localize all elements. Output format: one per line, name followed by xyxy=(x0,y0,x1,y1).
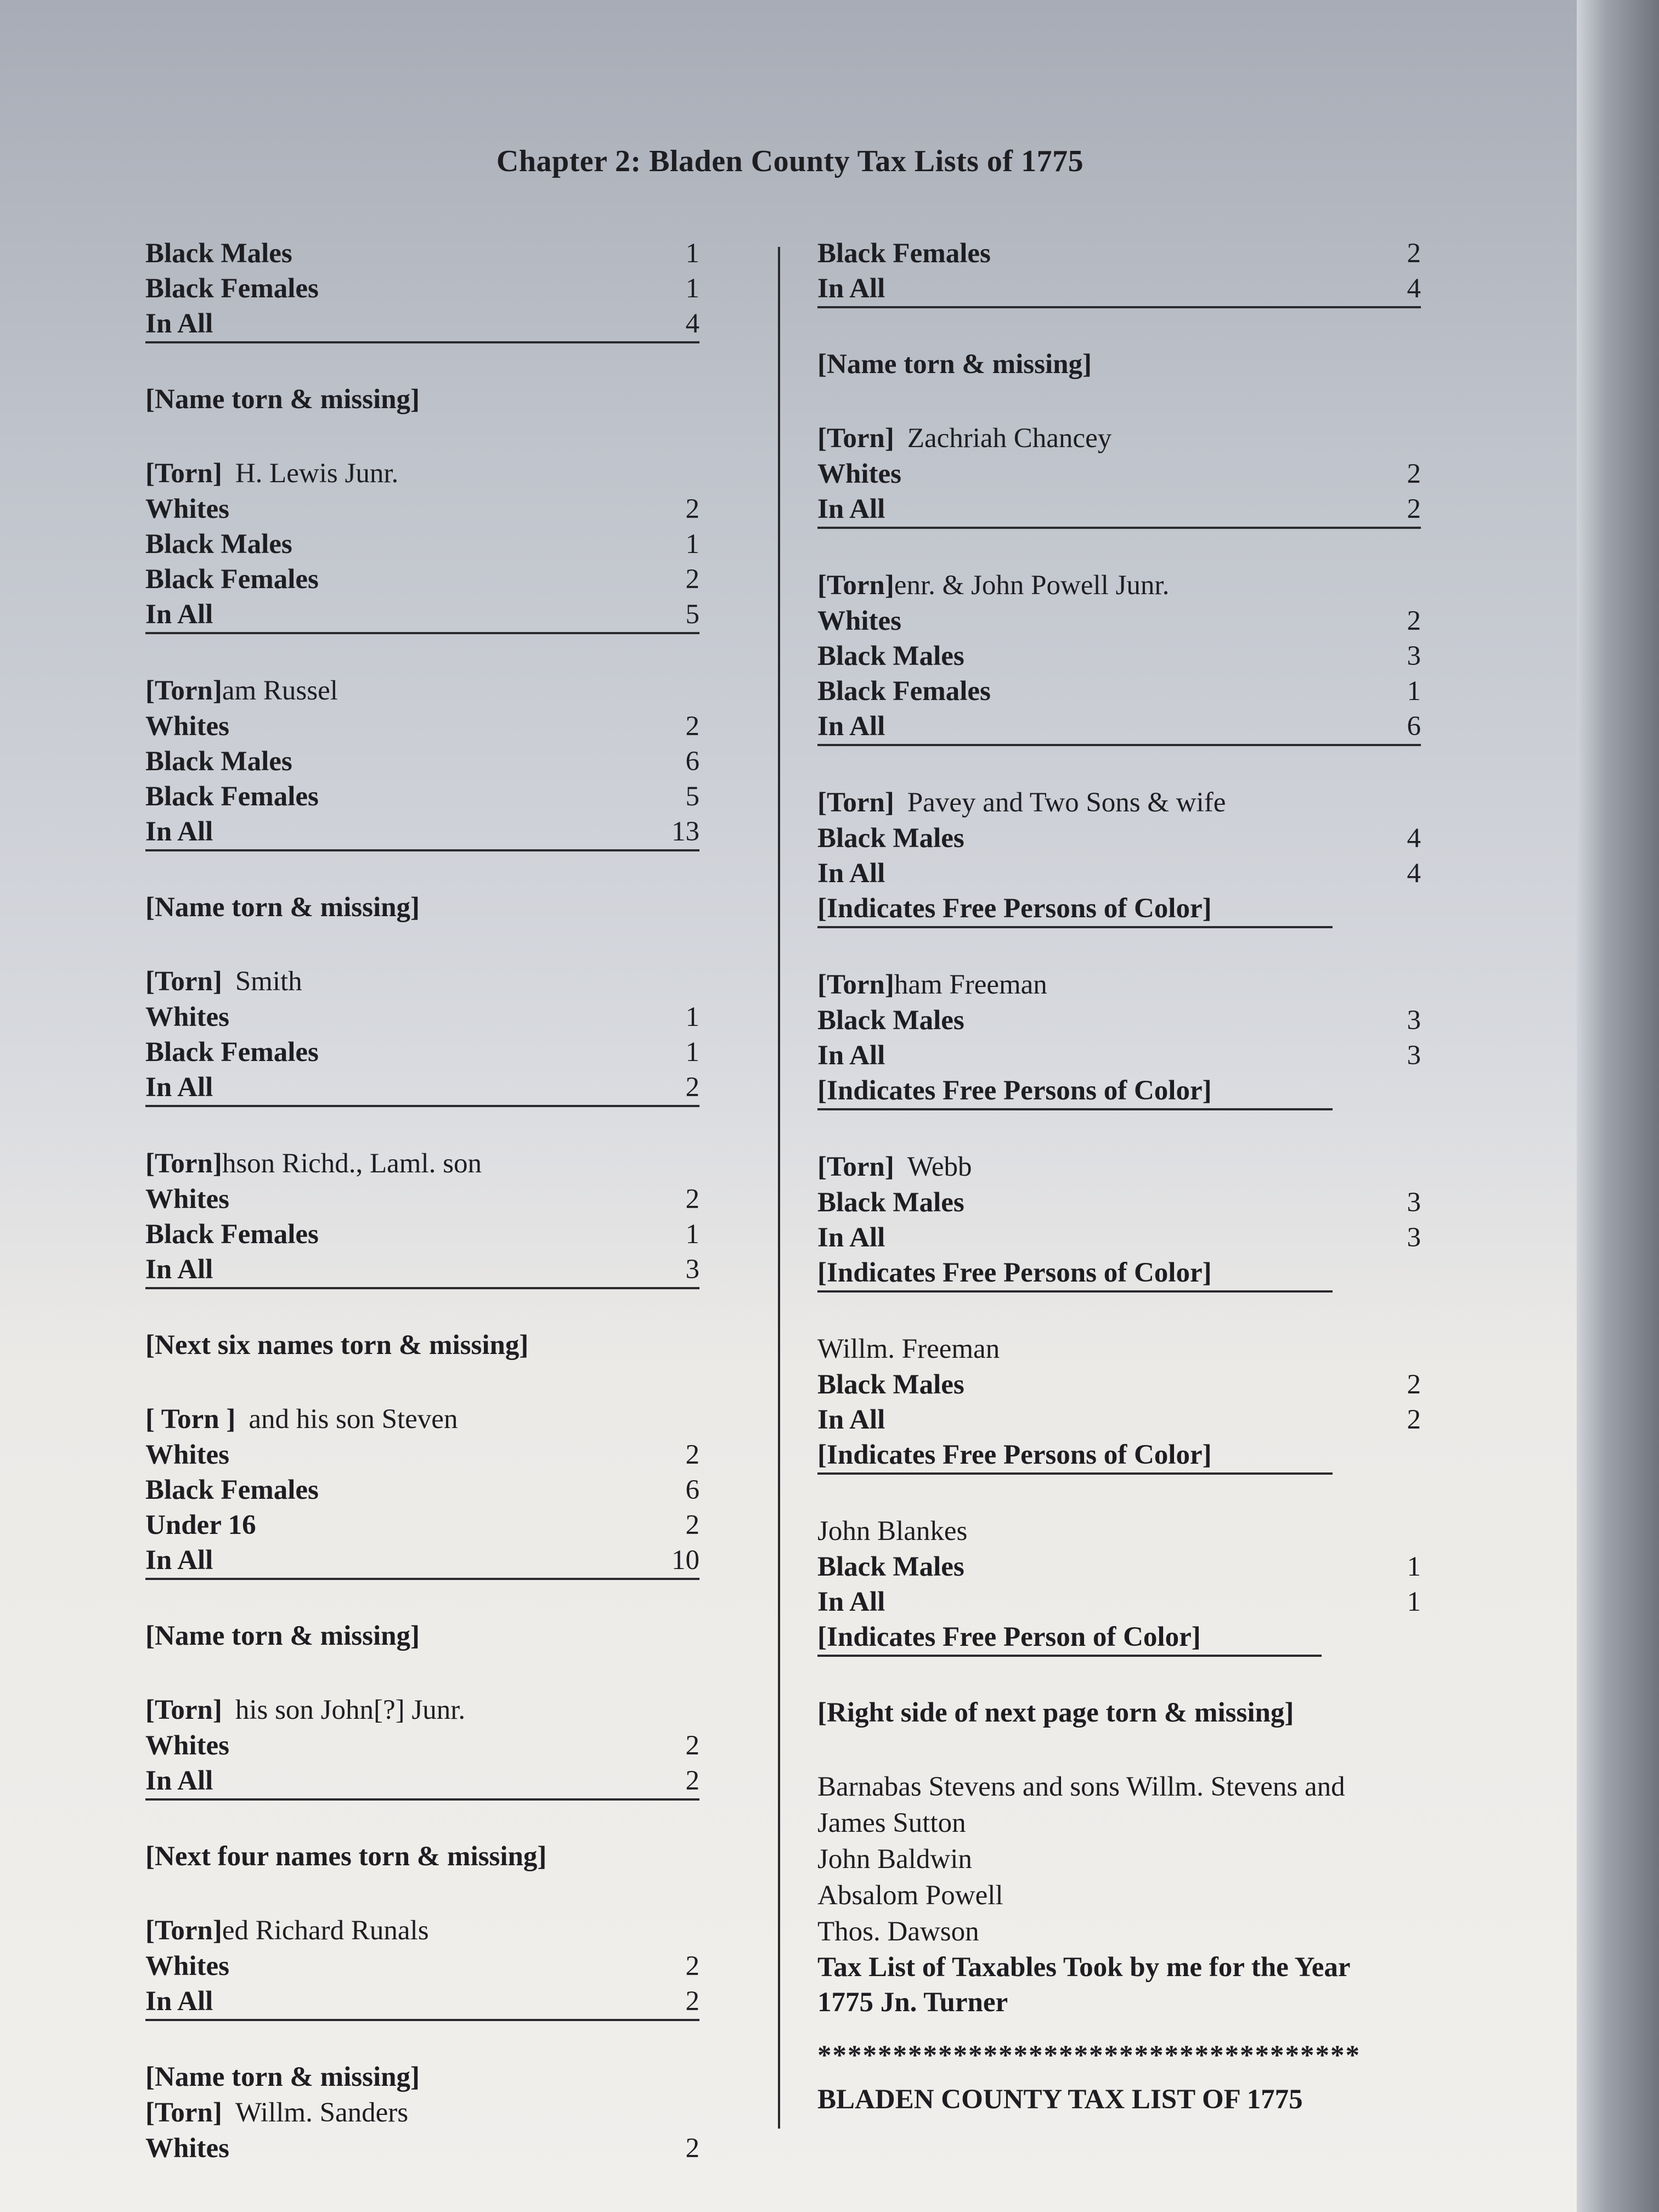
total-row xyxy=(145,1252,699,1289)
entry-name: [Torn] Webb xyxy=(817,1152,972,1182)
row-value: 10 xyxy=(672,1545,699,1576)
free-persons-note: [Indicates Free Persons of Color] xyxy=(817,891,1333,928)
row-value: 3 xyxy=(1407,1222,1421,1253)
tax-row xyxy=(145,271,699,306)
entry-block xyxy=(817,420,1421,529)
entry-name: [Torn]hson Richd., Laml. son xyxy=(145,1148,482,1179)
row-label: Black Males xyxy=(145,529,292,560)
entry-block xyxy=(817,1331,1421,1475)
row-label: Black Males xyxy=(817,1187,964,1218)
row-value: 6 xyxy=(685,746,699,777)
row-value: 2 xyxy=(685,1986,699,2017)
row-label: In All xyxy=(817,1404,885,1435)
left-column xyxy=(145,236,699,2166)
row-label: Black Females xyxy=(145,273,319,304)
row-label: In All xyxy=(817,273,885,304)
row-label: Whites xyxy=(817,459,901,489)
entry-block xyxy=(145,963,699,1107)
row-label: Whites xyxy=(145,1002,229,1032)
tax-row xyxy=(145,1472,699,1508)
tax-row xyxy=(817,674,1421,709)
section-heading: [Right side of next page torn & missing] xyxy=(817,1697,1294,1728)
row-value: 4 xyxy=(685,308,699,339)
row-label: Black Females xyxy=(145,1219,319,1250)
tax-row xyxy=(145,1182,699,1217)
row-value: 2 xyxy=(685,1184,699,1215)
row-value: 2 xyxy=(685,711,699,742)
row-value: 4 xyxy=(1407,823,1421,854)
section-heading: [Next four names torn & missing] xyxy=(145,1841,547,1872)
row-label: Black Females xyxy=(145,1475,319,1505)
tax-row xyxy=(817,1549,1421,1584)
row-value: 2 xyxy=(1407,238,1421,269)
row-value: 2 xyxy=(685,1765,699,1796)
total-row xyxy=(145,1543,699,1580)
row-value: 1 xyxy=(685,273,699,304)
free-persons-note: [Indicates Free Persons of Color] xyxy=(817,1073,1333,1110)
row-label: In All xyxy=(817,494,885,524)
section-heading: [Next six names torn & missing] xyxy=(145,1330,529,1361)
row-value: 2 xyxy=(1407,494,1421,524)
entry-block xyxy=(145,2095,699,2166)
row-value: 3 xyxy=(1407,1187,1421,1218)
tax-row xyxy=(817,603,1421,639)
row-value: 4 xyxy=(1407,858,1421,889)
running-footer-title: BLADEN COUNTY TAX LIST OF 1775 xyxy=(817,2084,1303,2115)
row-label: In All xyxy=(817,1222,885,1253)
tax-row xyxy=(817,1220,1421,1255)
row-value: 5 xyxy=(685,781,699,812)
total-row xyxy=(145,1984,699,2021)
total-row xyxy=(817,492,1421,529)
tax-row xyxy=(817,456,1421,492)
tax-row xyxy=(145,709,699,744)
total-row xyxy=(145,597,699,634)
row-label: In All xyxy=(817,1587,885,1617)
separator-stars: ************************************ xyxy=(817,2040,1361,2071)
free-persons-note: [Indicates Free Persons of Color] xyxy=(817,1437,1333,1475)
name-line: James Sutton xyxy=(817,1808,966,1838)
entry-block xyxy=(145,455,699,634)
tax-list-caption-year: 1775 Jn. Turner xyxy=(817,1987,1008,2018)
row-label: In All xyxy=(145,1545,213,1576)
row-label: Whites xyxy=(145,1184,229,1215)
name-line: Barnabas Stevens and sons Willm. Stevens and xyxy=(817,1771,1345,1802)
row-value: 3 xyxy=(1407,1040,1421,1071)
entry-name: [Torn] his son John[?] Junr. xyxy=(145,1695,466,1725)
row-label: Black Females xyxy=(145,564,319,595)
entry-name: [Torn] Willm. Sanders xyxy=(145,2097,409,2128)
row-value: 2 xyxy=(1407,1369,1421,1400)
tax-row xyxy=(817,1185,1421,1220)
row-label: Black Males xyxy=(145,238,292,269)
total-row xyxy=(145,306,699,343)
entry-block xyxy=(145,673,699,851)
tax-row xyxy=(145,779,699,814)
entry-name: John Blankes xyxy=(817,1516,968,1547)
entry-name: [Torn]ham Freeman xyxy=(817,969,1047,1000)
section-heading: [Name torn & missing] xyxy=(145,1621,420,1651)
row-label: In All xyxy=(145,816,213,847)
name-line: Absalom Powell xyxy=(817,1880,1003,1911)
row-value: 2 xyxy=(685,1730,699,1761)
row-label: Black Females xyxy=(817,676,991,707)
tax-row xyxy=(145,1949,699,1984)
row-label: In All xyxy=(145,1254,213,1285)
row-label: Black Males xyxy=(817,641,964,672)
row-label: Under 16 xyxy=(145,1510,256,1541)
entry-name: [Torn] Pavey and Two Sons & wife xyxy=(817,787,1226,818)
total-row xyxy=(145,1070,699,1107)
row-label: In All xyxy=(145,1986,213,2017)
entry-block xyxy=(817,785,1421,928)
row-label: Whites xyxy=(817,606,901,636)
free-persons-note: [Indicates Free Persons of Color] xyxy=(817,1255,1333,1293)
entry-name: [Torn]ed Richard Runals xyxy=(145,1915,429,1946)
name-line: John Baldwin xyxy=(817,1844,972,1875)
tax-row xyxy=(817,1584,1421,1620)
row-label: Black Females xyxy=(817,238,991,269)
row-value: 5 xyxy=(685,599,699,630)
entry-block xyxy=(817,967,1421,1110)
row-label: Whites xyxy=(145,1440,229,1470)
entry-name: [Torn] Smith xyxy=(145,966,302,997)
tax-row xyxy=(145,1508,699,1543)
entry-block xyxy=(145,1912,699,2021)
name-line: Thos. Dawson xyxy=(817,1916,979,1947)
row-label: In All xyxy=(145,599,213,630)
entry-block xyxy=(817,236,1421,308)
row-label: In All xyxy=(145,1072,213,1103)
row-label: In All xyxy=(145,1765,213,1796)
entry-block xyxy=(145,236,699,343)
section-heading: [Name torn & missing] xyxy=(145,2062,420,2092)
section-heading: [Name torn & missing] xyxy=(145,384,420,415)
right-column xyxy=(817,236,1421,2119)
row-value: 3 xyxy=(685,1254,699,1285)
row-value: 1 xyxy=(685,1219,699,1250)
row-label: Black Females xyxy=(145,1037,319,1068)
row-label: Whites xyxy=(145,711,229,742)
book-page-edge xyxy=(1577,0,1659,2212)
row-value: 4 xyxy=(1407,273,1421,304)
tax-row xyxy=(145,562,699,597)
row-value: 6 xyxy=(685,1475,699,1505)
row-label: In All xyxy=(817,858,885,889)
tax-row xyxy=(817,856,1421,891)
row-label: Black Males xyxy=(145,746,292,777)
tax-row xyxy=(145,527,699,562)
entry-block xyxy=(145,1146,699,1289)
tax-row xyxy=(145,236,699,271)
row-label: Black Males xyxy=(817,1369,964,1400)
row-value: 2 xyxy=(1407,606,1421,636)
entry-block xyxy=(817,1149,1421,1293)
tax-row xyxy=(145,1000,699,1035)
entry-block xyxy=(817,567,1421,746)
entry-name: [Torn]am Russel xyxy=(145,675,338,706)
tax-row xyxy=(817,1402,1421,1437)
tax-row xyxy=(817,236,1421,271)
row-value: 2 xyxy=(685,564,699,595)
entry-name: [ Torn ] and his son Steven xyxy=(145,1404,458,1435)
entry-name: [Torn] H. Lewis Junr. xyxy=(145,458,399,489)
section-heading: [Name torn & missing] xyxy=(817,349,1092,380)
row-value: 2 xyxy=(1407,1404,1421,1435)
row-value: 3 xyxy=(1407,1005,1421,1036)
tax-row xyxy=(817,821,1421,856)
tax-row xyxy=(817,1038,1421,1073)
free-person-note: [Indicates Free Person of Color] xyxy=(817,1620,1322,1657)
row-label: In All xyxy=(817,1040,885,1071)
row-value: 1 xyxy=(685,238,699,269)
total-row xyxy=(817,709,1421,746)
row-value: 1 xyxy=(685,1002,699,1032)
row-value: 1 xyxy=(1407,1587,1421,1617)
column-divider xyxy=(778,247,780,2129)
page-title: Chapter 2: Bladen County Tax Lists of 1775 xyxy=(496,144,1084,178)
row-label: Whites xyxy=(145,1951,229,1982)
row-value: 13 xyxy=(672,816,699,847)
section-heading: [Name torn & missing] xyxy=(145,892,420,923)
tax-row xyxy=(145,1217,699,1252)
tax-row xyxy=(145,492,699,527)
name-list xyxy=(817,1769,1421,2020)
row-value: 1 xyxy=(685,1037,699,1068)
row-label: In All xyxy=(817,711,885,742)
row-label: Black Females xyxy=(145,781,319,812)
row-label: Black Males xyxy=(817,1005,964,1036)
tax-row xyxy=(817,1003,1421,1038)
tax-row xyxy=(145,2131,699,2166)
row-value: 3 xyxy=(1407,641,1421,672)
entry-block xyxy=(145,1401,699,1580)
entry-block xyxy=(145,1692,699,1801)
total-row xyxy=(145,814,699,851)
entry-name: [Torn] Zachriah Chancey xyxy=(817,423,1112,454)
tax-row xyxy=(145,1035,699,1070)
row-value: 2 xyxy=(685,494,699,524)
row-value: 1 xyxy=(1407,676,1421,707)
row-value: 2 xyxy=(685,1440,699,1470)
row-label: Whites xyxy=(145,1730,229,1761)
row-label: Black Males xyxy=(817,823,964,854)
row-value: 2 xyxy=(685,1510,699,1541)
tax-row xyxy=(145,744,699,779)
row-label: In All xyxy=(145,308,213,339)
row-value: 2 xyxy=(685,1951,699,1982)
tax-list-caption: Tax List of Taxables Took by me for the Year xyxy=(817,1952,1351,1983)
row-label: Whites xyxy=(145,494,229,524)
tax-row xyxy=(145,1437,699,1472)
row-value: 2 xyxy=(685,2133,699,2164)
row-value: 1 xyxy=(685,529,699,560)
total-row xyxy=(145,1763,699,1801)
tax-row xyxy=(817,639,1421,674)
row-label: Whites xyxy=(145,2133,229,2164)
row-value: 6 xyxy=(1407,711,1421,742)
row-value: 1 xyxy=(1407,1551,1421,1582)
entry-name: [Torn]enr. & John Powell Junr. xyxy=(817,570,1170,601)
entry-name: Willm. Freeman xyxy=(817,1334,1000,1364)
entry-block xyxy=(817,1513,1421,1657)
total-row xyxy=(817,271,1421,308)
row-value: 2 xyxy=(1407,459,1421,489)
tax-row xyxy=(145,1728,699,1763)
row-label: Black Males xyxy=(817,1551,964,1582)
tax-row xyxy=(817,1367,1421,1402)
row-value: 2 xyxy=(685,1072,699,1103)
